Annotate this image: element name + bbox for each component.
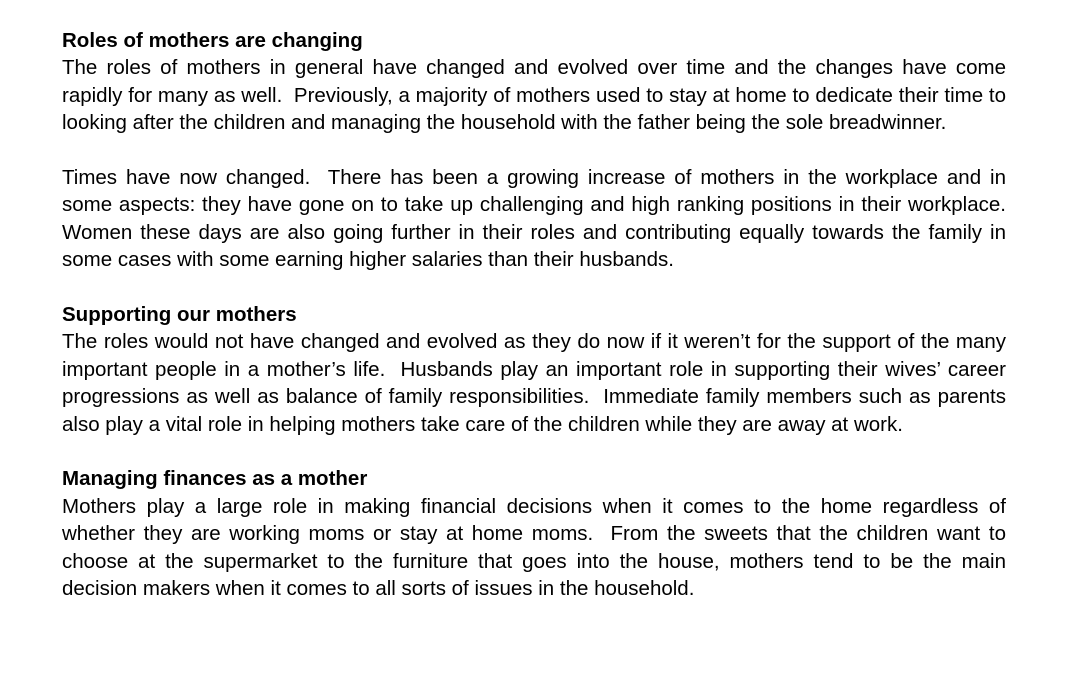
paragraph: Times have now changed. There has been a growing increase of mothers in the workplace and in some aspects: they have gone on to take up challenging and high ranking positions in their workplace. Women these days are also going further in their roles and contributing equally towards the family in some cases with some earning higher salaries than their husbands. (62, 166, 1018, 272)
paragraph: The roles would not have changed and evolved as they do now if it weren’t for the support of the many important people in a mother’s life. Husbands play an important role in supporting their wives’ career progressions as well as balance of family responsibilities. Immediate family members such as parents also play a vital role in helping mothers take care of the children while they are away at work. (62, 330, 1012, 436)
section-roles-of-mothers (62, 27, 1018, 274)
section-heading: Managing finances as a mother (62, 467, 368, 491)
paragraph: The roles of mothers in general have changed and evolved over time and the changes have come rapidly for many as well. Previously, a majority of mothers used to stay at home to dedicate their time to looking after the children and managing the household with the father being the sole breadwinner. (62, 56, 1012, 135)
section-spacer (62, 274, 1006, 301)
document-page (62, 27, 1018, 602)
paragraph-spacer (62, 137, 1006, 164)
section-heading: Supporting our mothers (62, 303, 297, 327)
section-managing-finances (62, 465, 1012, 602)
paragraph: Mothers play a large role in making financial decisions when it comes to the home regardless of whether they are working moms or stay at home moms. From the sweets that the children want to choose at the supermarket to the furniture that goes into the house, mothers tend to be the main decision makers when it comes to all sorts of issues in the household. (62, 494, 1012, 601)
section-heading: Roles of mothers are changing (62, 29, 363, 52)
section-spacer (62, 438, 1006, 465)
section-supporting-mothers (62, 301, 1012, 438)
